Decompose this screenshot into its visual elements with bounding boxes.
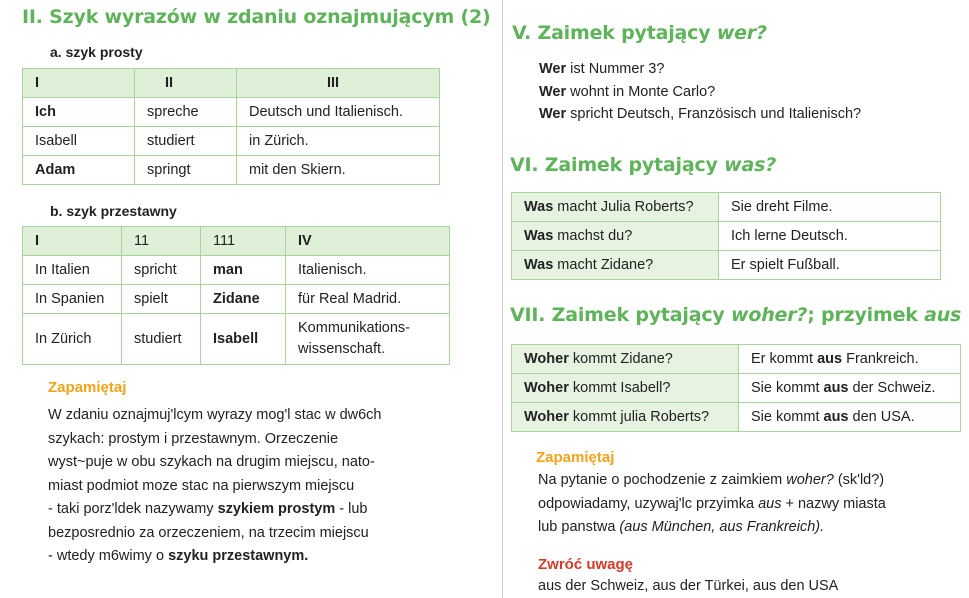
section-6-title [510,154,776,176]
bold-term: szyku przestawnym. [168,548,309,564]
title-italic: woher? [731,304,808,326]
bold-term: szykiem prostym [217,501,336,517]
title-text: ; przyimek [807,304,925,326]
cell: spreche [135,98,237,127]
zapamietaj-heading-left: Zapamiętaj [48,379,127,396]
table-row [23,98,440,127]
text-segment: der Schweiz. [848,380,936,396]
text-line [538,493,886,517]
pronoun: Was [524,228,554,244]
text-line [48,498,382,522]
section-2-title: II. Szyk wyrazów w zdaniu oznajmującym (2) [22,6,491,28]
cell [286,314,450,365]
text-segment: den USA. [848,409,915,425]
pronoun: Was [524,257,554,273]
cell: man [201,256,286,285]
zwroc-uwage-text: aus der Schweiz, aus der Türkei, aus den USA [538,578,839,594]
text-segment: kommt Zidane? [568,351,673,367]
cell: für Real Madrid. [286,285,450,314]
table-row [23,156,440,185]
text-segment: Na pytanie o pochodzenie z zaimkiem [538,472,787,488]
pronoun: Was [524,199,554,215]
subheading-szyk-przestawny: b. szyk przestawny [50,203,177,219]
title-italic: wer? [716,22,767,44]
pronoun: Woher [524,351,569,367]
text-line [538,469,886,493]
table-woher [511,344,961,432]
text-segment: spricht Deutsch, Französisch und Italienisch? [566,106,862,122]
col-header: 111 [201,227,286,256]
preposition: aus [823,380,849,396]
cell: In Italien [23,256,122,285]
section-7-title [510,304,961,326]
column-divider [502,0,503,598]
table-row [512,193,941,222]
cell-line: Kommunikations- [298,320,411,336]
text-segment: - lub [335,501,368,517]
table-szyk-prosty [22,68,440,185]
text-segment: wohnt in Monte Carlo? [566,83,716,100]
cell: In Zürich [23,314,122,365]
cell: mit den Skiern. [237,156,440,185]
table-row [512,345,961,374]
cell: springt [135,156,237,185]
answer-cell [739,403,961,432]
example-line [539,103,861,126]
text-line: wyst~puje w obu szykach na drugim miejscu, nato- [48,454,375,470]
answer-cell: Er spielt Fußball. [719,251,941,280]
pronoun: Wer [539,61,567,77]
col-header: III [237,69,440,98]
cell: studiert [122,314,201,365]
cell: Ich [23,98,135,127]
answer-cell [739,374,961,403]
col-header: I [23,69,135,98]
text-segment: Sie kommt [751,409,824,425]
table-header-row [23,69,440,98]
table-row [23,127,440,156]
text-segment: - wtedy m6wimy o [48,548,169,564]
preposition: aus [817,351,843,367]
text-segment: Er kommt [751,351,818,367]
table-row [512,251,941,280]
cell: spielt [122,285,201,314]
text-line: W zdaniu oznajmuj'lcym wyrazy mog'l stac w dw6ch [48,407,382,423]
text-line: bezposrednio za orzeczeniem, na trzecim miejscu [48,524,369,541]
cell-line: wissenschaft. [298,341,386,357]
cell: Isabell [23,127,135,156]
text-segment: macht Julia Roberts? [553,199,694,215]
wer-examples [539,58,861,126]
question-cell [512,222,719,251]
cell: Italienisch. [286,256,450,285]
table-row [23,256,450,285]
text-segment: kommt julia Roberts? [568,409,710,425]
text-segment: + nazwy miasta [781,495,886,512]
zwroc-uwage-heading: Zwróć uwagę [538,556,634,573]
text-line: miast podmiot moze stac na pierwszym miejscu [48,477,355,494]
question-cell [512,374,739,403]
table-szyk-przestawny [22,226,450,365]
text-segment: ist Nummer 3? [566,61,665,77]
title-text: V. Zaimek pytający [512,22,717,44]
question-cell [512,403,739,432]
cell: Deutsch und Italienisch. [237,98,440,127]
zapamietaj-heading-right: Zapamiętaj [536,449,615,466]
text-line: szykach: prostym i przestawnym. Orzeczenie [48,430,339,447]
text-line [48,545,382,569]
cell: spricht [122,256,201,285]
pronoun: Woher [524,380,569,396]
zapamietaj-text-left [48,404,382,569]
col-header: 11 [122,227,201,256]
table-row [23,314,450,365]
answer-cell [739,345,961,374]
table-row [512,374,961,403]
table-row [23,285,450,314]
example-line [539,81,861,104]
question-cell [512,251,719,280]
title-italic: aus [924,304,962,326]
text-segment: - taki porz'ldek nazywamy [48,501,218,517]
italic-term: woher? [786,472,834,488]
text-segment: macht Zidane? [553,257,654,273]
cell: in Zürich. [237,127,440,156]
title-text: VII. Zaimek pytający [510,304,732,326]
cell: studiert [135,127,237,156]
table-row [512,222,941,251]
table-row [512,403,961,432]
answer-cell: Ich lerne Deutsch. [719,222,941,251]
question-cell [512,193,719,222]
text-segment: Frankreich. [842,351,919,367]
title-italic: was? [724,154,777,176]
text-segment: kommt Isabell? [568,380,671,396]
cell: Zidane [201,285,286,314]
cell: Isabell [201,314,286,365]
zapamietaj-text-right [538,469,886,540]
answer-cell: Sie dreht Filme. [719,193,941,222]
table-was [511,192,941,280]
cell: In Spanien [23,285,122,314]
example-line [539,58,861,81]
col-header: IV [286,227,450,256]
italic-term: (aus München, aus Frankreich). [619,519,825,535]
text-segment: (sk'ld?) [833,472,885,488]
question-cell [512,345,739,374]
text-segment: lub panstwa [538,519,620,535]
col-header: I [23,227,122,256]
table-header-row [23,227,450,256]
col-header: II [135,69,237,98]
pronoun: Woher [524,409,569,425]
cell: Adam [23,156,135,185]
preposition: aus [823,409,849,425]
text-line [538,516,886,540]
text-segment: odpowiadamy, uzywaj'lc przyimka [538,495,759,512]
section-5-title [512,22,767,44]
subheading-szyk-prosty: a. szyk prosty [50,44,143,60]
italic-term: aus [758,495,782,512]
title-text: VI. Zaimek pytający [510,154,725,176]
pronoun: Wer [539,106,567,122]
text-segment: machst du? [553,228,633,244]
text-segment: Sie kommt [751,380,824,396]
pronoun: Wer [539,83,567,100]
